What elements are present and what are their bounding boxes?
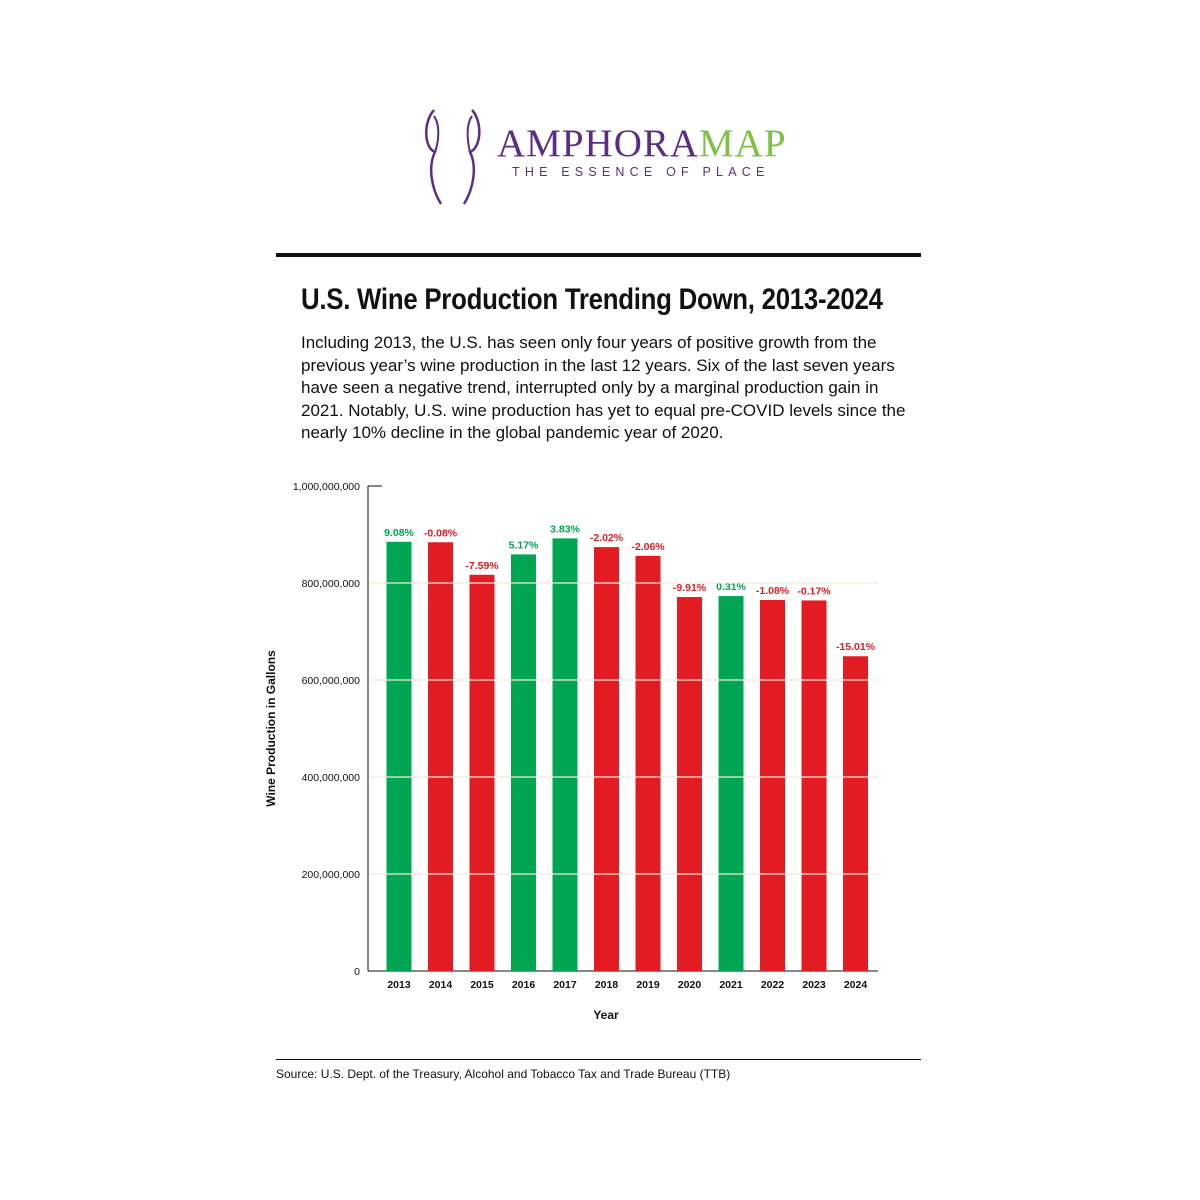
- data-label: -7.59%: [465, 559, 499, 572]
- data-label: -1.08%: [755, 584, 790, 597]
- bar: [553, 538, 578, 971]
- footer-divider: [276, 1059, 921, 1060]
- bar: [760, 600, 785, 971]
- data-label: -2.02%: [589, 532, 624, 545]
- bar: [387, 542, 412, 971]
- bar: [428, 542, 453, 971]
- data-label: -9.91%: [672, 582, 707, 595]
- brand-name-part1: AMPHORA: [497, 122, 700, 165]
- data-label: -0.17%: [797, 585, 831, 598]
- brand-wordmark: [497, 124, 787, 163]
- data-label: 9.08%: [384, 526, 414, 539]
- y-tick-label: 600,000,000: [301, 675, 360, 687]
- data-label: 0.31%: [716, 581, 746, 594]
- y-tick-label: 400,000,000: [301, 772, 360, 784]
- bar: [843, 656, 868, 971]
- brand-name-part2: MAP: [699, 122, 787, 165]
- y-tick-label: 800,000,000: [301, 578, 360, 590]
- y-tick-label: 200,000,000: [301, 869, 360, 881]
- x-tick-label: 2021: [719, 979, 743, 991]
- x-tick-label: 2015: [470, 979, 494, 991]
- bar: [470, 575, 495, 971]
- x-tick-label: 2014: [428, 979, 453, 991]
- description-text: Including 2013, the U.S. has seen only four years of positive growth from the previous year’s wine production in the last 12 years. Six of the last seven years have seen a negative trend, interrupted only by a marginal production gain in 2021. Notably, U.S. wine production has yet to equal pre-COVID levels since the nearly 10% decline in the global pandemic year of 2020.: [301, 333, 906, 442]
- bar: [802, 600, 827, 971]
- brand-tagline: THE ESSENCE OF PLACE: [512, 165, 770, 179]
- data-label: -2.06%: [631, 540, 665, 553]
- x-tick-label: 2016: [511, 979, 536, 991]
- bar: [677, 597, 702, 971]
- x-tick-label: 2019: [636, 979, 660, 991]
- x-tick-label: 2022: [760, 979, 785, 991]
- bar: [594, 547, 619, 971]
- data-label: 5.17%: [508, 539, 539, 552]
- x-tick-label: 2013: [387, 979, 411, 991]
- bar-chart: [250, 470, 900, 1050]
- data-label: -0.08%: [423, 527, 458, 540]
- x-tick-label: 2017: [553, 979, 577, 991]
- source-note: Source: U.S. Dept. of the Treasury, Alcohol and Tobacco Tax and Trade Bureau (TTB): [276, 1067, 731, 1081]
- y-tick-label: 0: [354, 966, 360, 978]
- data-label: 3.83%: [550, 523, 580, 536]
- data-label: -15.01%: [835, 641, 876, 654]
- header-divider: [276, 253, 921, 257]
- bar: [511, 554, 536, 971]
- x-tick-label: 2023: [802, 979, 826, 991]
- x-tick-label: 2018: [594, 979, 619, 991]
- page-title: U.S. Wine Production Trending Down, 2013-2024: [301, 283, 883, 316]
- x-tick-label: 2024: [843, 979, 868, 991]
- bar: [719, 596, 744, 971]
- x-tick-label: 2020: [677, 979, 702, 991]
- y-axis-title: Wine Production in Gallons: [264, 650, 278, 807]
- x-axis-title: Year: [593, 1008, 619, 1022]
- bar: [636, 556, 661, 971]
- y-tick-label: 1,000,000,000: [292, 481, 360, 493]
